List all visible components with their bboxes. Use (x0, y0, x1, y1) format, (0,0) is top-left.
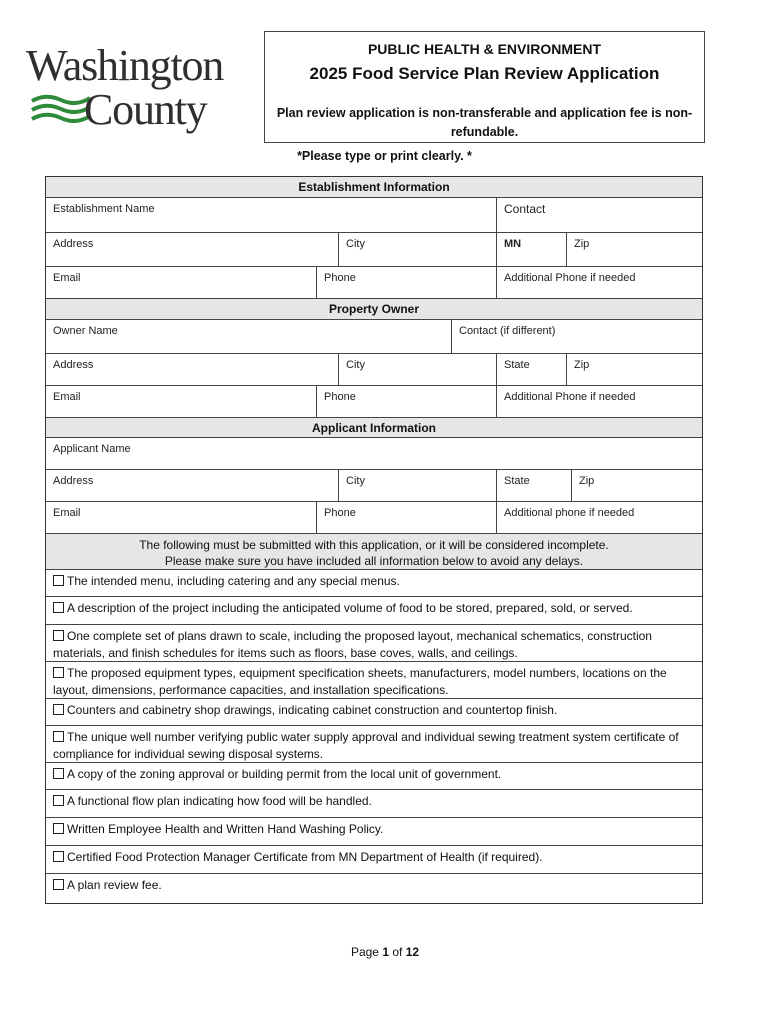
owner-phone-field[interactable] (316, 386, 496, 417)
owner-zip-field[interactable] (566, 354, 702, 385)
owner-contact-row (46, 386, 702, 418)
requirement-item (46, 790, 702, 818)
owner-city-label: City (346, 359, 365, 371)
requirement-text: Certified Food Protection Manager Certificate from MN Department of Health (if required). (67, 850, 543, 864)
checkbox[interactable] (53, 768, 64, 779)
applicant-additional-phone-field[interactable] (496, 502, 702, 533)
checkbox[interactable] (53, 731, 64, 742)
establishment-state-field[interactable] (496, 233, 566, 266)
logo-line-1: Washington (26, 41, 224, 90)
print-note: *Please type or print clearly. * (297, 149, 472, 163)
applicant-heading: Applicant Information (46, 418, 702, 438)
owner-email-field[interactable]: Email (53, 391, 81, 403)
application-form (45, 176, 703, 904)
requirement-item (46, 846, 702, 874)
checkbox[interactable] (53, 602, 64, 613)
applicant-contact-row (46, 502, 702, 534)
requirement-item (46, 726, 702, 763)
owner-address-row (46, 354, 702, 386)
owner-state-field[interactable] (496, 354, 566, 385)
establishment-email-field[interactable]: Email (53, 272, 81, 284)
applicant-zip-label: Zip (579, 475, 595, 487)
establishment-name-field[interactable]: Establishment Name (53, 203, 155, 215)
applicant-phone-label: Phone (324, 507, 356, 519)
checkbox[interactable] (53, 851, 64, 862)
applicant-city-label: City (346, 475, 365, 487)
zip-label: Zip (574, 238, 590, 250)
establishment-phone-field[interactable] (316, 267, 496, 298)
requirements-line-1: The following must be submitted with this application, or it will be considered incomplete. (139, 538, 609, 552)
applicant-name-field[interactable]: Applicant Name (53, 443, 131, 455)
requirement-text: A functional flow plan indicating how food will be handled. (67, 794, 372, 808)
checkbox[interactable] (53, 667, 64, 678)
applicant-state-label: State (504, 475, 530, 487)
applicant-zip-field[interactable] (571, 470, 702, 501)
establishment-name-row (46, 198, 702, 233)
page-total: 12 (405, 945, 420, 959)
applicant-address-field[interactable]: Address (53, 475, 94, 487)
requirement-text: The proposed equipment types, equipment specification sheets, manufacturers, model numbers, locations on the layout, dimensions, performance capacities, and installation specifications. (53, 666, 667, 697)
owner-phone-label: Phone (324, 391, 356, 403)
owner-heading: Property Owner (46, 299, 702, 320)
requirement-item (46, 625, 702, 662)
requirement-text: A copy of the zoning approval or building permit from the local unit of government. (67, 767, 502, 781)
requirement-item (46, 662, 702, 699)
requirement-item (46, 763, 702, 790)
requirements-line-2: Please make sure you have included all information below to avoid any delays. (164, 554, 584, 568)
checkbox[interactable] (53, 704, 64, 715)
establishment-city-field[interactable] (338, 233, 496, 266)
owner-contact-field[interactable] (451, 320, 702, 353)
requirement-text: The unique well number verifying public water supply approval and individual sewing treatment system certificate of compliance for individual sewing disposal systems. (53, 730, 679, 761)
fee-notice: Plan review application is non-transferable and application fee is non-refundable. (276, 106, 693, 139)
requirement-text: Counters and cabinetry shop drawings, indicating cabinet construction and countertop finish. (67, 703, 558, 717)
requirement-text: A plan review fee. (67, 878, 162, 892)
county-logo (26, 41, 242, 134)
owner-zip-label: Zip (574, 359, 590, 371)
requirement-text: A description of the project including the anticipated volume of food to be stored, prepared, sold, or served. (67, 601, 633, 615)
establishment-contact-field[interactable] (496, 198, 702, 232)
requirement-text: Written Employee Health and Written Hand Washing Policy. (67, 822, 384, 836)
logo-line-2: County (84, 85, 207, 134)
establishment-additional-phone-field[interactable] (496, 267, 702, 298)
phone-label: Phone (324, 272, 356, 284)
city-label: City (346, 238, 365, 250)
owner-city-field[interactable] (338, 354, 496, 385)
department-name: PUBLIC HEALTH & ENVIRONMENT (367, 41, 602, 57)
additional-phone-label: Additional Phone if needed (504, 272, 636, 284)
owner-address-field[interactable]: Address (53, 359, 94, 371)
contact-label: Contact (504, 202, 546, 216)
header-box (264, 31, 705, 143)
requirement-text: The intended menu, including catering and any special menus. (67, 574, 400, 588)
owner-state-label: State (504, 359, 530, 371)
state-value: MN (504, 238, 522, 250)
owner-contact-label: Contact (if different) (459, 325, 556, 337)
establishment-heading: Establishment Information (46, 177, 702, 198)
applicant-name-row (46, 438, 702, 470)
page-prefix: Page (350, 945, 379, 959)
requirements-notice (46, 534, 702, 570)
checkbox[interactable] (53, 879, 64, 890)
requirement-item (46, 874, 702, 903)
applicant-address-row (46, 470, 702, 502)
owner-name-row (46, 320, 702, 354)
logo-wave-icon (30, 92, 92, 126)
applicant-email-field[interactable]: Email (53, 507, 81, 519)
owner-additional-phone-label: Additional Phone if needed (504, 391, 636, 403)
establishment-contact-row (46, 267, 702, 299)
page-number (0, 945, 770, 959)
checkbox[interactable] (53, 575, 64, 586)
requirement-item (46, 818, 702, 846)
owner-additional-phone-field[interactable] (496, 386, 702, 417)
applicant-city-field[interactable] (338, 470, 496, 501)
checkbox[interactable] (53, 795, 64, 806)
requirement-item (46, 570, 702, 597)
establishment-address-field[interactable]: Address (53, 238, 94, 250)
page-of: of (392, 945, 403, 959)
page-title: 2025 Food Service Plan Review Application (309, 64, 660, 83)
applicant-state-field[interactable] (496, 470, 571, 501)
requirement-item (46, 699, 702, 726)
checkbox[interactable] (53, 630, 64, 641)
checkbox[interactable] (53, 823, 64, 834)
requirement-item (46, 597, 702, 625)
page-current: 1 (382, 945, 389, 959)
applicant-additional-phone-label: Additional phone if needed (504, 507, 635, 519)
requirement-text: One complete set of plans drawn to scale, including the proposed layout, mechanical schematics, construction materials, and finish schedules for items such as floors, base coves, walls, and ceilings. (53, 629, 652, 660)
applicant-phone-field[interactable] (316, 502, 496, 533)
owner-name-field[interactable]: Owner Name (53, 325, 118, 337)
establishment-zip-field[interactable] (566, 233, 702, 266)
establishment-address-row (46, 233, 702, 267)
